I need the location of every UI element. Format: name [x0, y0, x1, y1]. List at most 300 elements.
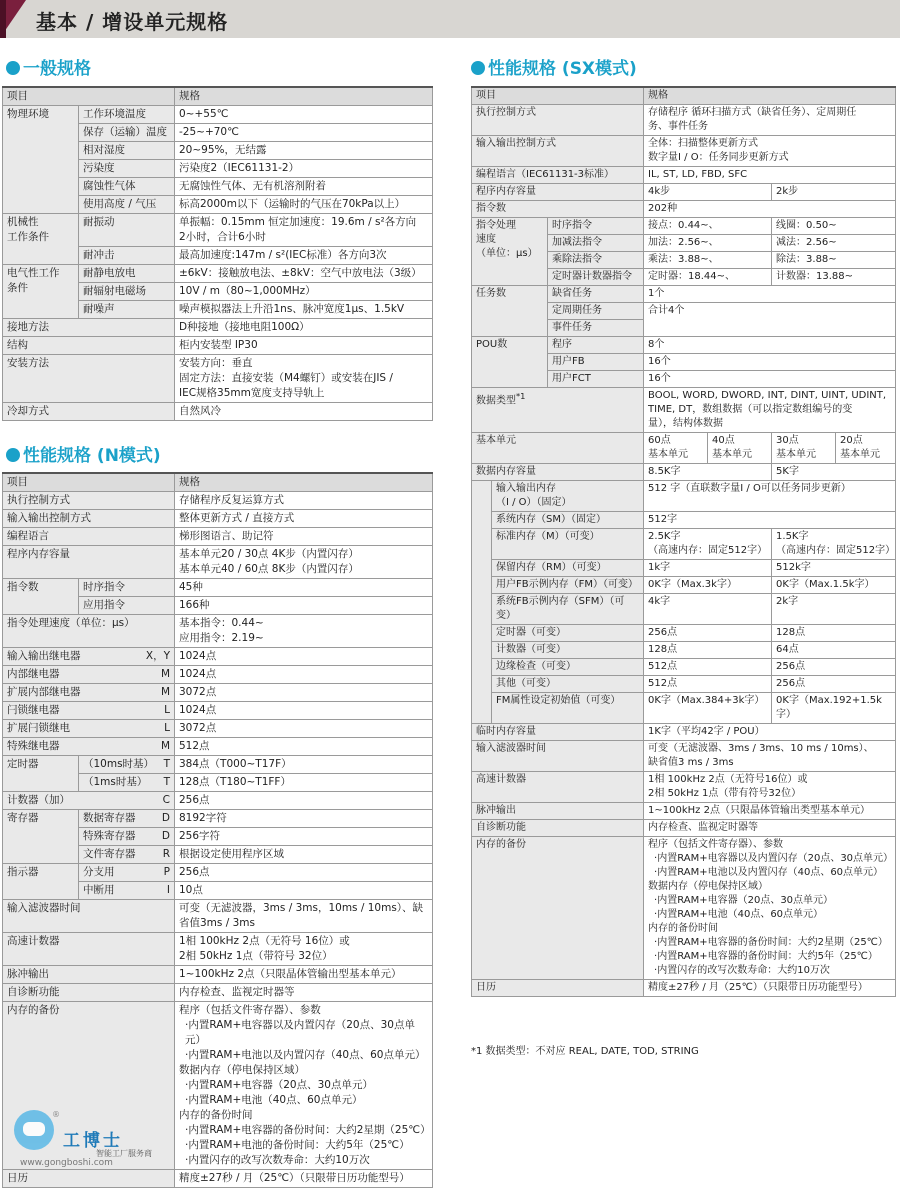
n-mode-spec-table: [2, 472, 433, 1188]
row-value: 2k步: [772, 184, 896, 201]
value-line: 2相 50kHz 1点（带符号 32位）: [179, 950, 333, 962]
label-line: 工作条件: [7, 231, 49, 243]
value-line: 量），结构体数据: [648, 418, 724, 429]
row-label: [79, 882, 175, 900]
row-value: 1024点: [175, 648, 433, 666]
value-line: ·内置RAM+电容器的备份时间：大约2星期（25℃）: [654, 937, 888, 948]
value-line: 数字量I / O：任务同步更新方式: [648, 152, 789, 163]
row-value: 8.5K字: [644, 464, 772, 481]
label-text: 内部继电器: [7, 668, 60, 680]
row-value: 标高2000m以下（运输时的气压在70kPa以上）: [175, 196, 433, 214]
row-label: 耐静电放电: [79, 265, 175, 283]
label-line: （I / O）（固定）: [496, 497, 572, 508]
row-value: D种接地（接地电阻100Ω）: [175, 319, 433, 337]
row-label: 边缘检查（可变）: [492, 659, 644, 676]
logo-url: www.gongboshi.com: [20, 1158, 113, 1168]
row-value: 8个: [644, 337, 896, 354]
group-label: 寄存器: [3, 810, 79, 864]
value-line: ·内置RAM+电池（40点、60点单元）: [654, 909, 824, 920]
value-line: ·内置RAM+电池（40点、60点单元）: [185, 1094, 363, 1106]
label-line: 条件: [7, 282, 28, 294]
value-line: 60点: [648, 435, 671, 446]
label-text: 计数器（加）: [7, 794, 70, 806]
row-value: [175, 546, 433, 579]
footnote-mark: *1: [516, 391, 526, 401]
row-label: 结构: [3, 337, 175, 355]
row-value: 4k步: [644, 184, 772, 201]
row-label: 输入输出控制方式: [472, 136, 644, 167]
group-label: 指令数: [3, 579, 79, 615]
value-line: 应用指令：2.19~: [179, 632, 264, 644]
page-title: 基本 / 增设单元规格: [36, 10, 229, 34]
row-value: 45种: [175, 579, 433, 597]
row-value: 202种: [644, 201, 896, 218]
row-value: [175, 900, 433, 933]
row-value: ±6kV：接触放电法、±8kV：空气中放电法（3级）: [175, 265, 433, 283]
row-label: 执行控制方式: [3, 492, 175, 510]
row-value: [644, 105, 896, 136]
row-value: [708, 433, 772, 464]
value-line: 可变（无滤波器，3ms / 3ms，10ms / 10ms）、缺: [179, 902, 424, 914]
bullet-icon: [6, 61, 20, 75]
row-value: 256点: [175, 792, 433, 810]
row-label: [79, 828, 175, 846]
label-text: 闩锁继电器: [7, 704, 60, 716]
row-label: 耐噪声: [79, 301, 175, 319]
value-line: 可变（无滤波器、3ms / 3ms、10 ms / 10ms）、: [648, 743, 874, 754]
value-line: 务、事件任务: [648, 121, 709, 132]
value-line: 单振幅：0.15mm 恒定加速度：19.6m / s²各方向: [179, 216, 417, 228]
device-code: T: [163, 776, 170, 788]
row-value: [175, 1002, 433, 1170]
row-label: 工作环境温度: [79, 106, 175, 124]
row-value: 合计4个: [644, 303, 896, 337]
label-line: 输入输出内存: [496, 483, 556, 494]
row-label: 定时器计数器指令: [548, 269, 644, 286]
row-label: 编程语言（IEC61131-3标准）: [472, 167, 644, 184]
row-value: 512点: [644, 659, 772, 676]
row-label: 高速计数器: [3, 933, 175, 966]
row-label: [3, 648, 175, 666]
row-label: 指令数: [472, 201, 644, 218]
row-value: 0K字（Max.3k字）: [644, 577, 772, 594]
value-line: 程序（包括文件寄存器）、参数: [179, 1004, 321, 1016]
row-value: 柜内安装型 IP30: [175, 337, 433, 355]
row-value: 乘法：3.88~、: [644, 252, 772, 269]
value-line: 基本单元: [840, 449, 881, 460]
device-code: P: [163, 866, 170, 878]
row-label: 接地方法: [3, 319, 175, 337]
group-label: [3, 214, 79, 265]
device-code: I: [166, 884, 170, 896]
row-label: 计数器（可变）: [492, 642, 644, 659]
label-text: 特殊寄存器: [83, 830, 136, 842]
value-line: 内存的备份时间: [179, 1109, 253, 1121]
row-value: 线圈：0.50~: [772, 218, 896, 235]
row-label: 高速计数器: [472, 772, 644, 803]
row-value: 3072点: [175, 720, 433, 738]
indent-spacer: [472, 481, 492, 724]
value-line: 基本单元: [712, 449, 753, 460]
value-line: 2.5K字: [648, 531, 681, 542]
value-line: ·内置RAM+电池的备份时间：大约5年（25℃）: [185, 1139, 410, 1151]
row-value: 64点: [772, 642, 896, 659]
device-code: M: [160, 668, 170, 680]
row-label: 执行控制方式: [472, 105, 644, 136]
row-label: FM属性设定初始值（可变）: [492, 693, 644, 724]
row-value: 128点: [644, 642, 772, 659]
row-value: [644, 741, 896, 772]
group-label: POU数: [472, 337, 548, 388]
row-value: 计数器：13.88~: [772, 269, 896, 286]
row-value: 10点: [175, 882, 433, 900]
row-value: 自然风冷: [175, 403, 433, 421]
row-label: 内存的备份: [3, 1002, 175, 1170]
col-header-spec: 规格: [644, 87, 896, 105]
label-text: 特殊继电器: [7, 740, 60, 752]
row-label: 乘除法指令: [548, 252, 644, 269]
row-label: 程序内存容量: [472, 184, 644, 201]
row-label: 耐冲击: [79, 247, 175, 265]
row-label: 保留内存（RM）（可变）: [492, 560, 644, 577]
label-line: 指令处理: [476, 220, 516, 231]
row-value: [836, 433, 896, 464]
group-label: 任务数: [472, 286, 548, 337]
row-value: 0K字（Max.1.5k字）: [772, 577, 896, 594]
row-value: 256字符: [175, 828, 433, 846]
row-label: 输入滤波器时间: [3, 900, 175, 933]
row-label: [3, 684, 175, 702]
row-label: 使用高度 / 气压: [79, 196, 175, 214]
row-value: 128点（T180~T1FF）: [175, 774, 433, 792]
row-label: [79, 774, 175, 792]
row-value: 梯形图语言、助记符: [175, 528, 433, 546]
row-value: [644, 837, 896, 980]
value-line: 缺省值3 ms / 3ms: [648, 757, 734, 768]
row-label: 定周期任务: [548, 303, 644, 320]
row-value: 2k字: [772, 594, 896, 625]
row-value: 256点: [772, 659, 896, 676]
label-text: （10ms时基）: [83, 758, 155, 770]
row-value: 0K字（Max.384+3k字）: [644, 693, 772, 724]
row-label: [3, 738, 175, 756]
label-text: 数据类型: [476, 395, 516, 407]
value-line: BOOL, WORD, DWORD, INT, DINT, UINT, UDINT,: [648, 390, 887, 401]
row-value: 1024点: [175, 702, 433, 720]
row-label: 应用指令: [79, 597, 175, 615]
row-label: 自诊断功能: [472, 820, 644, 837]
row-value: [175, 355, 433, 403]
row-value: 1~100kHz 2点（只限晶体管输出类型基本单元）: [644, 803, 896, 820]
row-value: 512点: [175, 738, 433, 756]
sx-mode-spec-table: [471, 86, 896, 997]
row-value: 噪声模拟器法上升沿1ns、脉冲宽度1μs、1.5kV: [175, 301, 433, 319]
row-label: 用户FB: [548, 354, 644, 371]
col-header-spec: 规格: [175, 473, 433, 492]
general-spec-table: [2, 86, 433, 421]
value-line: 程序（包括文件寄存器）、参数: [648, 839, 784, 850]
row-label: [492, 481, 644, 512]
row-value: 20~95%，无结露: [175, 142, 433, 160]
row-value: 166种: [175, 597, 433, 615]
row-value: 1个: [644, 286, 896, 303]
row-label: [472, 388, 644, 433]
banner-accent-dark: [0, 0, 6, 38]
value-line: ·内置RAM+电容器（20点、30点单元）: [654, 895, 834, 906]
row-value: 512字: [644, 512, 896, 529]
row-label: 输入滤波器时间: [472, 741, 644, 772]
device-code: M: [160, 740, 170, 752]
row-label: 内存的备份: [472, 837, 644, 980]
row-label: 定时器（可变）: [492, 625, 644, 642]
group-label: 物理环境: [3, 106, 79, 214]
row-label: [3, 792, 175, 810]
section-general-title: 一般规格: [6, 54, 91, 79]
row-label: 其他（可变）: [492, 676, 644, 693]
value-line: ·内置RAM+电容器的备份时间：大约2星期（25℃）: [185, 1124, 431, 1136]
row-label: 耐辐射电磁场: [79, 283, 175, 301]
row-label: 时序指令: [548, 218, 644, 235]
value-line: 基本单元20 / 30点 4K步（内置闪存）: [179, 548, 359, 560]
value-line: 安装方向：垂直: [179, 357, 253, 369]
row-label: 编程语言: [3, 528, 175, 546]
label-line: 速度: [476, 234, 496, 245]
row-value: [644, 529, 772, 560]
value-line: ·内置RAM+电容器以及内置闪存（20点、30点单元）: [185, 1019, 415, 1046]
value-line: 存储程序 循环扫描方式（缺省任务）、定周期任: [648, 107, 857, 118]
row-label: [79, 846, 175, 864]
value-line: IEC规格35mm宽度支持导轨上: [179, 387, 325, 399]
device-code: D: [161, 812, 170, 824]
footnote: *1 数据类型：不对应 REAL, DATE, TOD, STRING: [471, 1046, 699, 1057]
row-value: 512 字（直联数字量I / O可以任务同步更新）: [644, 481, 896, 512]
row-label: 日历: [472, 980, 644, 997]
row-value: 精度±27秒 / 月（25℃）（只限带日历功能型号）: [644, 980, 896, 997]
row-value: 内存检查、监视定时器等: [175, 984, 433, 1002]
row-value: 接点：0.44~、: [644, 218, 772, 235]
row-label: 系统内存（SM）（固定）: [492, 512, 644, 529]
row-label: 冷却方式: [3, 403, 175, 421]
row-label: [3, 702, 175, 720]
row-label: 日历: [3, 1170, 175, 1188]
row-label: 脉冲输出: [472, 803, 644, 820]
row-label: 缺省任务: [548, 286, 644, 303]
value-line: 1相 100kHz 2点（无符号16位）或: [648, 774, 808, 785]
device-code: D: [161, 830, 170, 842]
row-value: 1K字（平均42字 / POU）: [644, 724, 896, 741]
row-label: [79, 864, 175, 882]
row-value: 污染度2（IEC61131-2）: [175, 160, 433, 178]
value-line: 基本指令：0.44~: [179, 617, 264, 629]
value-line: 省值3ms / 3ms: [179, 917, 255, 929]
row-value: 内存检查、监视定时器等: [644, 820, 896, 837]
row-label: 输入输出控制方式: [3, 510, 175, 528]
label-text: 扩展闩锁继电: [7, 722, 70, 734]
row-value: 256点: [644, 625, 772, 642]
row-value: 512k字: [772, 560, 896, 577]
row-value: 最高加速度:147m / s²(IEC标准）各方向3次: [175, 247, 433, 265]
value-line: （高速内存：固定512字）: [776, 545, 896, 556]
row-value: -25~+70℃: [175, 124, 433, 142]
value-line: ·内置RAM+电容器的备份时间：大约5年（25℃）: [654, 951, 878, 962]
label-text: 数据寄存器: [83, 812, 136, 824]
label-text: （1ms时基）: [83, 776, 148, 788]
label-text: 扩展内部继电器: [7, 686, 81, 698]
row-label: 污染度: [79, 160, 175, 178]
section-sx-mode-title: 性能规格 (SX模式): [471, 54, 637, 79]
row-value: [644, 136, 896, 167]
row-value: 256点: [175, 864, 433, 882]
row-value: 256点: [772, 676, 896, 693]
row-label: 程序内存容量: [3, 546, 175, 579]
row-label: 脉冲输出: [3, 966, 175, 984]
row-label: 数据内存容量: [472, 464, 644, 481]
logo-brand: 工博士: [63, 1131, 123, 1151]
row-label: 保存（运输）温度: [79, 124, 175, 142]
registered-mark: ®: [52, 1110, 60, 1119]
robot-mascot-icon: [14, 1110, 54, 1150]
row-value: 整体更新方式 / 直接方式: [175, 510, 433, 528]
group-label: [3, 265, 79, 319]
row-label: 腐蚀性气体: [79, 178, 175, 196]
row-value: [644, 772, 896, 803]
row-label: 相对湿度: [79, 142, 175, 160]
label-text: 输入输出继电器: [7, 650, 81, 662]
col-header-item: 项目: [3, 87, 175, 106]
row-value: [175, 615, 433, 648]
bullet-icon: [6, 448, 20, 462]
row-value: 4k字: [644, 594, 772, 625]
value-line: ·内置RAM+电池以及内置闪存（40点、60点单元）: [654, 867, 884, 878]
row-value: [175, 933, 433, 966]
row-value: 3072点: [175, 684, 433, 702]
value-line: 30点: [776, 435, 799, 446]
label-text: 文件寄存器: [83, 848, 136, 860]
row-value: 10V / m（80~1,000MHz）: [175, 283, 433, 301]
row-value: [772, 529, 896, 560]
row-value: 128点: [772, 625, 896, 642]
row-value: 0K字（Max.192+1.5k字）: [772, 693, 896, 724]
device-code: M: [160, 686, 170, 698]
row-label: 系统FB示例内存（SFM）（可变）: [492, 594, 644, 625]
row-value: 16个: [644, 371, 896, 388]
section-n-mode-title: 性能规格 (N模式): [6, 441, 161, 466]
value-line: ·内置RAM+电容器以及内置闪存（20点、30点单元）: [654, 853, 894, 864]
row-value: 1024点: [175, 666, 433, 684]
value-line: 数据内存（停电保持区域）: [648, 881, 769, 892]
row-value: IL, ST, LD, FBD, SFC: [644, 167, 896, 184]
label-line: 电气性工作: [7, 267, 60, 279]
row-label: 基本单元: [472, 433, 644, 464]
row-label: 指令处理速度（单位：μs）: [3, 615, 175, 648]
value-line: ·内置RAM+电容器（20点、30点单元）: [185, 1079, 373, 1091]
row-label: 临时内存容量: [472, 724, 644, 741]
row-label: 程序: [548, 337, 644, 354]
value-line: 1相 100kHz 2点（无符号 16位）或: [179, 935, 350, 947]
row-value: [644, 433, 708, 464]
row-label: 耐振动: [79, 214, 175, 247]
value-line: 基本单元: [776, 449, 817, 460]
row-value: 存储程序反复运算方式: [175, 492, 433, 510]
row-value: 根据设定使用程序区域: [175, 846, 433, 864]
row-value: 5K字: [772, 464, 896, 481]
row-value: 无腐蚀性气体、无有机溶剂附着: [175, 178, 433, 196]
row-label: 安装方法: [3, 355, 175, 403]
group-label: 定时器: [3, 756, 79, 792]
value-line: ·内置闪存的改写次数寿命：大约10万次: [654, 965, 830, 976]
row-label: 用户FB示例内存（FM）（可变）: [492, 577, 644, 594]
value-line: 基本单元40 / 60点 8K步（内置闪存）: [179, 563, 359, 575]
col-header-item: 项目: [472, 87, 644, 105]
value-line: 40点: [712, 435, 735, 446]
label-text: 分支用: [83, 866, 115, 878]
row-label: 时序指令: [79, 579, 175, 597]
value-line: 2相 50kHz 1点（带有符号32位）: [648, 788, 802, 799]
logo-tagline: 智能工厂服务商: [96, 1149, 152, 1158]
row-value: [175, 214, 433, 247]
label-line: （单位：μs）: [476, 248, 538, 259]
row-label: [79, 810, 175, 828]
row-value: [772, 433, 836, 464]
value-line: 固定方法：直接安装（M4螺钉）或安装在JIS /: [179, 372, 393, 384]
device-code: R: [162, 848, 170, 860]
group-label: [472, 218, 548, 286]
bullet-icon: [471, 61, 485, 75]
value-line: ·内置RAM+电池以及内置闪存（40点、60点单元）: [185, 1049, 426, 1061]
row-value: 16个: [644, 354, 896, 371]
value-line: 全体：扫描整体更新方式: [648, 138, 759, 149]
value-line: 2小时，合计6小时: [179, 231, 266, 243]
row-value: 除法：3.88~: [772, 252, 896, 269]
row-label: [3, 720, 175, 738]
group-label: 指示器: [3, 864, 79, 900]
device-code: X，Y: [145, 650, 170, 662]
row-value: 减法：2.56~: [772, 235, 896, 252]
row-value: 1~100kHz 2点（只限晶体管输出型基本单元）: [175, 966, 433, 984]
value-line: 基本单元: [648, 449, 689, 460]
row-value: 1k字: [644, 560, 772, 577]
device-code: T: [163, 758, 170, 770]
row-value: 定时器：18.44~、: [644, 269, 772, 286]
row-value: [644, 388, 896, 433]
device-code: L: [164, 704, 170, 716]
label-line: 机械性: [7, 216, 39, 228]
header-banner: [0, 0, 900, 38]
row-label: 标准内存（M）（可变）: [492, 529, 644, 560]
value-line: （高速内存：固定512字）: [648, 545, 768, 556]
watermark-logo: [8, 1110, 178, 1172]
row-value: 512点: [644, 676, 772, 693]
label-text: 中断用: [83, 884, 115, 896]
row-label: [79, 756, 175, 774]
col-header-spec: 规格: [175, 87, 433, 106]
row-value: 精度±27秒 / 月（25℃）（只限带日历功能型号）: [175, 1170, 433, 1188]
value-line: ·内置闪存的改写次数寿命：大约10万次: [185, 1154, 370, 1166]
device-code: L: [164, 722, 170, 734]
row-value: 384点（T000~T17F）: [175, 756, 433, 774]
row-value: 加法：2.56~、: [644, 235, 772, 252]
col-header-item: 项目: [3, 473, 175, 492]
value-line: 20点: [840, 435, 863, 446]
row-label: 用户FCT: [548, 371, 644, 388]
row-label: 自诊断功能: [3, 984, 175, 1002]
row-label: [3, 666, 175, 684]
device-code: C: [162, 794, 170, 806]
value-line: 数据内存（停电保持区域）: [179, 1064, 305, 1076]
value-line: TIME, DT，数组数据（可以指定数组编号的变: [648, 404, 853, 415]
value-line: 内存的备份时间: [648, 923, 719, 934]
row-label: 事件任务: [548, 320, 644, 337]
